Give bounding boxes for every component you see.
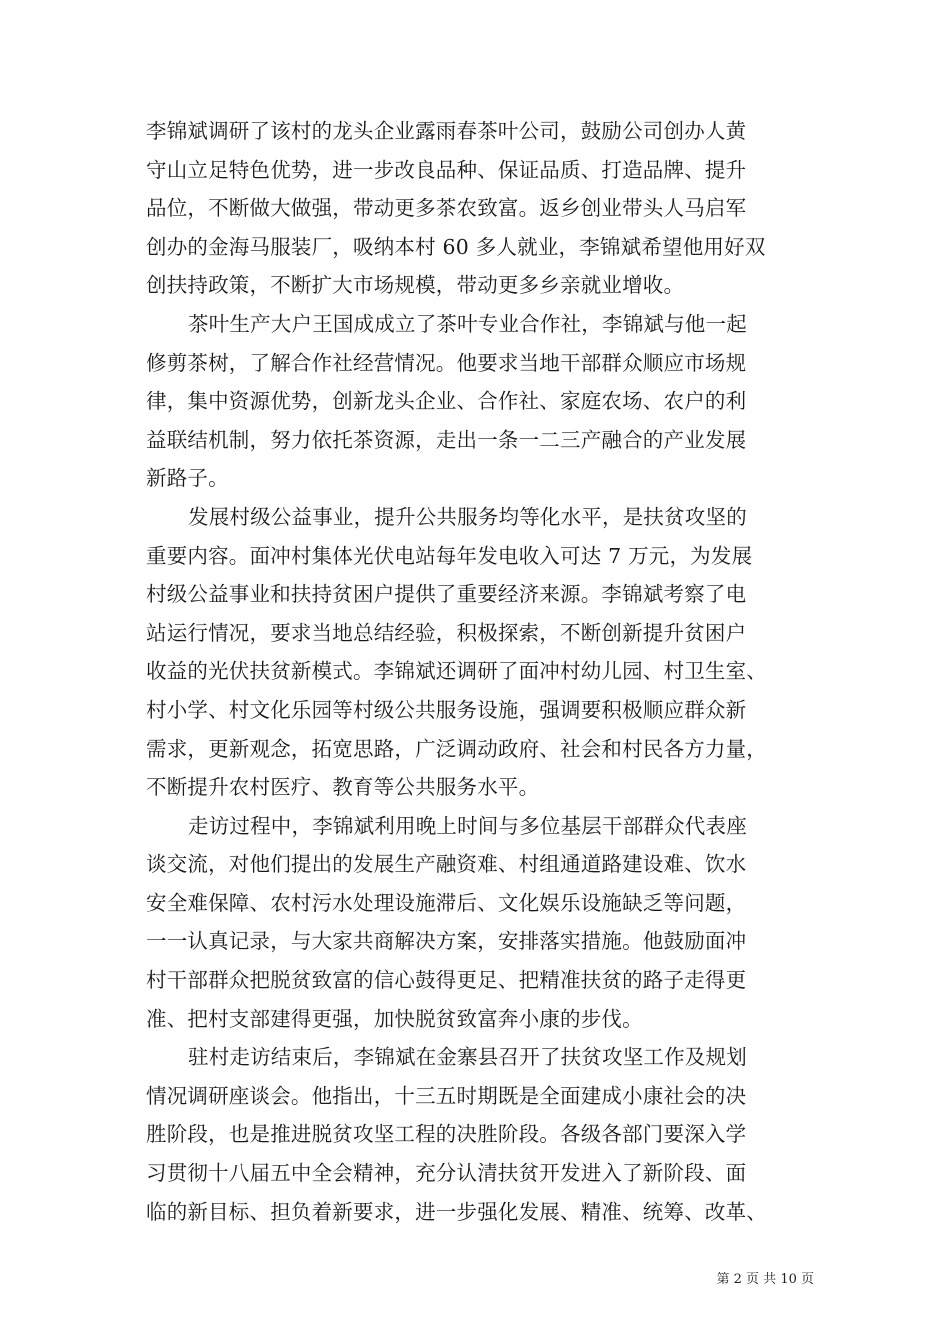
paragraph-start-line: 发展村级公益事业，提升公共服务均等化水平，是扶贫攻坚的 [188,504,747,529]
text-line: 收益的光伏扶贫新模式。李锦斌还调研了面冲村幼儿园、村卫生室、 [146,659,767,684]
text-line: 安全难保障、农村污水处理设施滞后、文化娱乐设施缺乏等问题， [146,890,747,915]
paragraph-start-line: 茶叶生产大户王国成成立了茶叶专业合作社，李锦斌与他一起 [188,311,747,336]
text-line: 重要内容。面冲村集体光伏电站每年发电收入可达 7 万元，为发展 [146,543,753,568]
text-line: 创扶持政策，不断扩大市场规模，带动更多乡亲就业增收。 [146,273,685,298]
text-line: 创办的金海马服装厂，吸纳本村 60 多人就业，李锦斌希望他用好双 [146,234,766,259]
text-line: 情况调研座谈会。他指出，十三五时期既是全面建成小康社会的决 [146,1083,747,1108]
text-line: 一一认真记录，与大家共商解决方案，安排落实措施。他鼓励面冲 [146,929,747,954]
paragraph-start-line: 驻村走访结束后，李锦斌在金寨县召开了扶贫攻坚工作及规划 [188,1045,747,1070]
text-line: 村级公益事业和扶持贫困户提供了重要经济来源。李锦斌考察了电 [146,582,747,607]
text-line: 站运行情况，要求当地总结经验，积极探索，不断创新提升贫困户 [146,620,747,645]
text-line: 品位，不断做大做强，带动更多茶农致富。返乡创业带头人马启军 [146,196,747,221]
text-line: 临的新目标、担负着新要求，进一步强化发展、精准、统筹、改革、 [146,1199,767,1224]
text-line: 胜阶段，也是推进脱贫攻坚工程的决胜阶段。各级各部门要深入学 [146,1122,747,1147]
text-line: 村干部群众把脱贫致富的信心鼓得更足、把精准扶贫的路子走得更 [146,968,747,993]
text-line: 守山立足特色优势，进一步改良品种、保证品质、打造品牌、提升 [146,157,747,182]
text-line: 新路子。 [146,466,229,491]
text-line: 修剪茶树，了解合作社经营情况。他要求当地干部群众顺应市场规 [146,350,747,375]
text-line: 律，集中资源优势，创新龙头企业、合作社、家庭农场、农户的利 [146,389,747,414]
text-line: 益联结机制，努力依托茶资源，走出一条一二三产融合的产业发展 [146,427,747,452]
paragraph-start-line: 走访过程中，李锦斌利用晚上时间与多位基层干部群众代表座 [188,813,747,838]
document-body [146,112,814,1231]
text-line: 准、把村支部建得更强，加快脱贫致富奔小康的步伐。 [146,1006,643,1031]
text-line: 谈交流，对他们提出的发展生产融资难、村组通道路建设难、饮水 [146,852,747,877]
text-line: 不断提升农村医疗、教育等公共服务水平。 [146,775,540,800]
text-line: 村小学、村文化乐园等村级公共服务设施，强调要积极顺应群众新 [146,697,747,722]
text-line: 李锦斌调研了该村的龙头企业露雨春茶叶公司，鼓励公司创办人黄 [146,119,747,143]
text-line: 需求，更新观念，拓宽思路，广泛调动政府、社会和村民各方力量， [146,736,767,761]
page-number-footer: 第 2 页 共 10 页 [716,1272,814,1287]
text-line: 习贯彻十八届五中全会精神，充分认清扶贫开发进入了新阶段、面 [146,1161,747,1186]
